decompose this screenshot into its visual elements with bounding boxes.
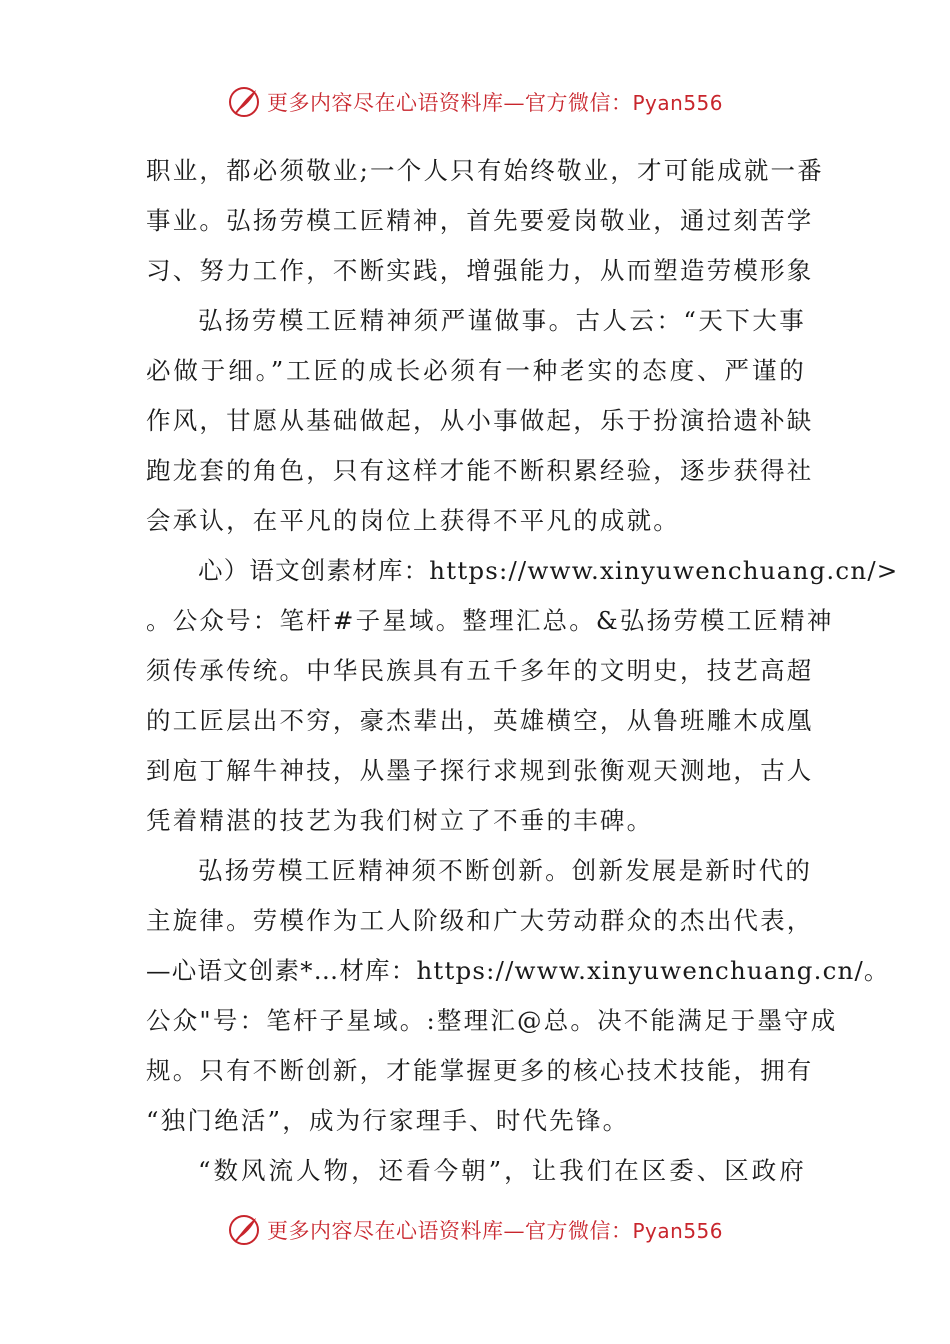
text-line: 习、努力工作，不断实践，增强能力，从而塑造劳模形象 [146, 256, 814, 285]
text-line: 主旋律。劳模作为工人阶级和广大劳动群众的杰出代表， [146, 906, 814, 935]
text-line: 跑龙套的角色，只有这样才能不断积累经验，逐步获得社 [146, 456, 814, 485]
text-line: 职业，都必须敬业;一个人只有始终敬业，才可能成就一番 [146, 156, 824, 185]
banner-text [267, 1215, 723, 1245]
banner-wechat-id: Pyan556 [632, 1219, 723, 1243]
text-line: 。公众号：笔杆#子星域。整理汇总。&弘扬劳模工匠精神 [146, 606, 834, 635]
banner-slogan: 更多内容尽在心语资料库—官方微信： [266, 1219, 633, 1243]
text-line: 公众"号：笔杆子星域。:整理汇@总。决不能满足于墨守成 [146, 1006, 838, 1035]
text-line: —心语文创素*…材库：https://www.xinyuwenchuang.cn/。 [146, 956, 890, 985]
banner-slogan: 更多内容尽在心语资料库—官方微信： [266, 91, 633, 115]
text-line: “独门绝活”，成为行家理手、时代先锋。 [146, 1106, 630, 1135]
banner-wechat-id: Pyan556 [632, 91, 723, 115]
article-body [146, 146, 899, 1196]
header-banner [0, 82, 950, 122]
text-line: “数风流人物，还看今朝”，让我们在区委、区政府 [198, 1156, 806, 1185]
text-line: 必做于细。”工匠的成长必须有一种老实的态度、严谨的 [146, 356, 806, 385]
text-line: 作风，甘愿从基础做起，从小事做起，乐于扮演拾遗补缺 [146, 406, 814, 435]
text-line: 事业。弘扬劳模工匠精神，首先要爱岗敬业，通过刻苦学 [146, 206, 814, 235]
text-line: 弘扬劳模工匠精神须不断创新。创新发展是新时代的 [198, 856, 813, 885]
quill-pen-logo-icon [227, 1213, 261, 1247]
text-line: 到庖丁解牛神技，从墨子探行求规到张衡观天测地，古人 [146, 756, 814, 785]
text-line: 的工匠层出不穷，豪杰辈出，英雄横空，从鲁班雕木成凰 [146, 706, 814, 735]
text-line: 弘扬劳模工匠精神须严谨做事。古人云：“天下大事 [198, 306, 806, 335]
text-line: 会承认，在平凡的岗位上获得不平凡的成就。 [146, 506, 680, 535]
banner-text [267, 87, 723, 117]
footer-banner [0, 1210, 950, 1250]
text-line: 凭着精湛的技艺为我们树立了不垂的丰碑。 [146, 806, 654, 835]
text-line: 须传承传统。中华民族具有五千多年的文明史，技艺高超 [146, 656, 814, 685]
text-line: 心）语文创素材库：https://www.xinyuwenchuang.cn/> [198, 556, 899, 585]
quill-pen-logo-icon [227, 85, 261, 119]
text-line: 规。只有不断创新，才能掌握更多的核心技术技能，拥有 [146, 1056, 814, 1085]
